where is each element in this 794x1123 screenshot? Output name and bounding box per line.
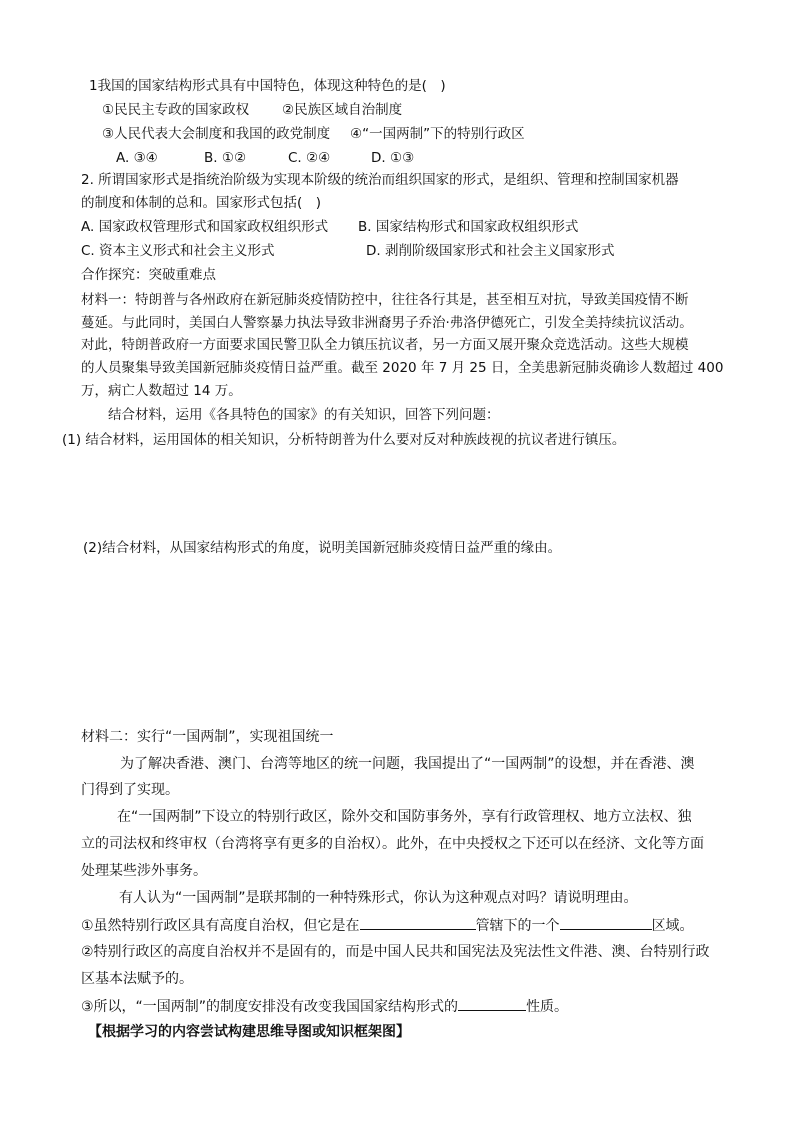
material1-line-3: 对此，特朗普政府一方面要求国民警卫队全力镇压抗议者，另一方面又展开聚众竞选活动。这些大规模 bbox=[81, 337, 689, 353]
answer-3-text-b: 性质。 bbox=[526, 999, 569, 1015]
q1-option-d: D. ①③ bbox=[371, 150, 415, 166]
q1-option-b: B. ①② bbox=[204, 150, 247, 166]
section-heading: 合作探究：突破重难点 bbox=[81, 267, 216, 283]
q1-option-c: C. ②④ bbox=[288, 150, 331, 166]
q1-item-4: ④“一国两制”下的特别行政区 bbox=[350, 126, 525, 142]
q1-option-a: A. ③④ bbox=[116, 150, 158, 166]
q2-option-c: C. 资本主义形式和社会主义形式 bbox=[81, 243, 275, 259]
footer-note: 【根据学习的内容尝试构建思维导图或知识框架图】 bbox=[88, 1024, 410, 1040]
q2-option-d: D. 剥削阶级国家形式和社会主义国家形式 bbox=[366, 243, 615, 259]
material2-answer-3 bbox=[81, 996, 568, 1017]
q1-item-3: ③人民代表大会制度和我国的政党制度 bbox=[102, 126, 331, 142]
q1-item-1: ①民民主专政的国家政权 bbox=[102, 102, 250, 118]
blank-3[interactable] bbox=[458, 996, 526, 1011]
answer-1-text-b: 管辖下的一个 bbox=[475, 918, 560, 934]
material2-paragraph-2-line-3: 处理某些涉外事务。 bbox=[81, 863, 207, 879]
q2-option-a: A. 国家政权管理形式和国家政权组织形式 bbox=[81, 219, 329, 235]
answer-1-text-c: 区域。 bbox=[651, 918, 694, 934]
material2-answer-2-line-2: 区基本法赋予的。 bbox=[81, 971, 193, 987]
material2-title: 材料二：实行“一国两制”，实现祖国统一 bbox=[81, 729, 334, 745]
material1-question-2: (2)结合材料，从国家结构形式的角度，说明美国新冠肺炎疫情日益严重的缘由。 bbox=[83, 540, 562, 556]
blank-2[interactable] bbox=[560, 915, 652, 930]
material1-line-2: 蔓延。与此同时，美国白人警察暴力执法导致非洲裔男子乔治·弗洛伊德死亡，引发全美持续抗议活动。 bbox=[81, 315, 693, 331]
q2-option-b: B. 国家结构形式和国家政权组织形式 bbox=[358, 219, 579, 235]
material2-question: 有人认为“一国两制”是联邦制的一种特殊形式，你认为这种观点对吗？请说明理由。 bbox=[119, 890, 638, 906]
material1-question-1: (1) 结合材料，运用国体的相关知识，分析特朗普为什么要对反对种族歧视的抗议者进行镇压。 bbox=[62, 432, 626, 448]
blank-1[interactable] bbox=[360, 915, 476, 930]
material1-line-4: 的人员聚集导致美国新冠肺炎疫情日益严重。截至 2020 年 7 月 25 日，全美患新冠肺炎确诊人数超过 400 bbox=[81, 360, 724, 376]
material1-instruction: 结合材料，运用《各具特色的国家》的有关知识，回答下列问题： bbox=[108, 407, 500, 423]
material2-paragraph-2-line-2: 立的司法权和终审权（台湾将享有更多的自治权）。此外，在中央授权之下还可以在经济、文化等方面 bbox=[81, 836, 704, 852]
material2-paragraph-1-line-1: 为了解决香港、澳门、台湾等地区的统一问题，我国提出了“一国两制”的设想，并在香港、澳 bbox=[120, 756, 695, 772]
material2-paragraph-2-line-1: 在“一国两制”下设立的特别行政区，除外交和国防事务外，享有行政管理权、地方立法权、独 bbox=[117, 809, 692, 825]
answer-1-text-a: ①虽然特别行政区具有高度自治权，但它是在 bbox=[81, 918, 360, 934]
q1-stem: 1我国的国家结构形式具有中国特色，体现这种特色的是( ) bbox=[89, 78, 446, 94]
q2-stem-line-1: 2. 所谓国家形式是指统治阶级为实现本阶级的统治而组织国家的形式，是组织、管理和控制国家机器 bbox=[81, 172, 679, 188]
material2-answer-1 bbox=[81, 915, 694, 936]
q2-stem-line-2: 的制度和体制的总和。国家形式包括( ) bbox=[81, 195, 322, 211]
material2-answer-2-line-1: ②特别行政区的高度自治权并不是固有的，而是中国人民共和国宪法及宪法性文件港、澳、台特别行政 bbox=[81, 944, 710, 960]
material2-paragraph-1-line-2: 门得到了实现。 bbox=[81, 782, 179, 798]
q1-item-2: ②民族区域自治制度 bbox=[282, 102, 403, 118]
material1-line-1: 材料一：特朗普与各州政府在新冠肺炎疫情防控中，往往各行其是，甚至相互对抗，导致美国疫情不断 bbox=[81, 292, 689, 308]
material1-line-5: 万，病亡人数超过 14 万。 bbox=[81, 383, 242, 399]
answer-3-text-a: ③所以，“一国两制”的制度安排没有改变我国国家结构形式的 bbox=[81, 999, 459, 1015]
